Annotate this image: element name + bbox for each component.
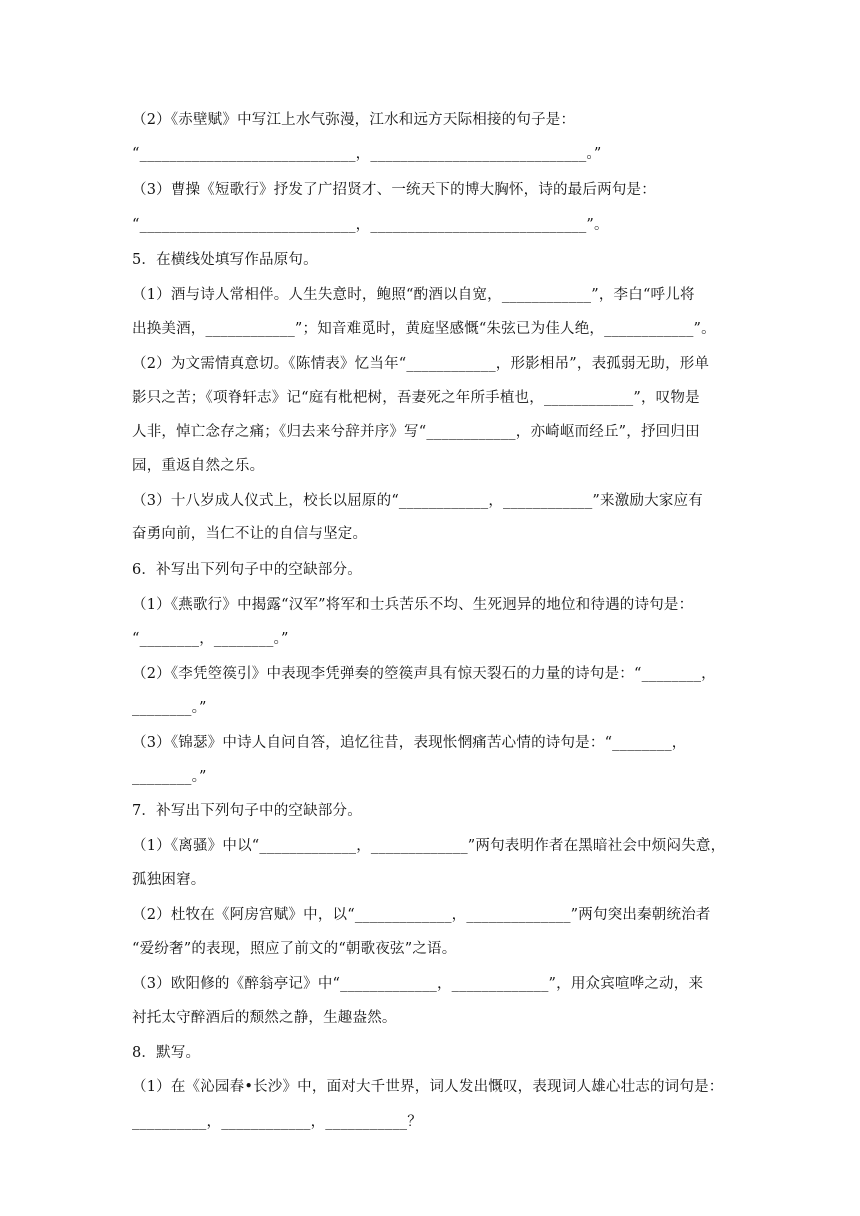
q6-heading: 6．补写出下列句子中的空缺部分。: [132, 562, 362, 578]
q6-3-answer-blank: ________。”: [132, 769, 207, 785]
q5-2-line-4: 园，重返自然之乐。: [132, 458, 265, 474]
q6-2-prompt: （2）《李凭箜篌引》中表现李凭弹奏的箜篌声具有惊天裂石的力量的诗句是：“________，: [132, 666, 716, 682]
q7-2-line-1: （2）杜牧在《阿房宫赋》中，以“_____________，______________”两句突出秦朝统治者: [132, 907, 711, 923]
q5-1-line-1: （1）酒与诗人常相伴。人生失意时，鲍照“酌酒以自宽，____________”，李白“呼儿将: [132, 287, 695, 303]
q5-2-line-3: 人非，悼亡念存之痛；《归去来兮辞并序》写“____________，亦崎岖而经丘”，抒回归田: [132, 424, 700, 440]
q6-3-prompt: （3）《锦瑟》中诗人自问自答，追忆往昔，表现怅惘痛苦心情的诗句是：“________，: [132, 735, 687, 751]
q5-1-line-2: 出换美酒，____________”；知音难觅时，黄庭坚感慨“朱弦已为佳人绝，____________”。: [132, 321, 716, 337]
q5-2-line-1: （2）为文需情真意切。《陈情表》忆当年“____________，形影相吊”，表孤弱无助，形单: [132, 356, 710, 372]
q8-1-answer-blank: __________，____________，___________？: [132, 1114, 422, 1130]
q5-2-line-2: 影只之苦；《项脊轩志》记“庭有枇杷树，吾妻死之年所手植也，____________”，叹物是: [132, 390, 700, 406]
q5-3-line-1: （3）十八岁成人仪式上，校长以屈原的“____________，____________”来激励大家应有: [132, 493, 703, 509]
q7-1-line-1: （1）《离骚》中以“_____________，_____________”两句表明作者在黑暗社会中烦闷失意，: [132, 838, 726, 854]
q7-3-line-2: 衬托太守醉酒后的颓然之静，生趣盎然。: [132, 1010, 397, 1026]
q4-2-prompt: （2）《赤壁赋》中写江上水气弥漫，江水和远方天际相接的句子是：: [132, 112, 576, 128]
q6-2-answer-blank: ________。”: [132, 700, 207, 716]
q7-heading: 7．补写出下列句子中的空缺部分。: [132, 803, 362, 819]
q5-heading: 5．在横线处填写作品原句。: [132, 252, 318, 268]
q8-heading: 8．默写。: [132, 1045, 201, 1061]
q6-1-prompt: （1）《燕歌行》中揭露“汉军”将军和士兵苦乐不均、生死迥异的地位和待遇的诗句是：: [132, 597, 694, 613]
q4-2-answer-blank: “_____________________________，_____________________________。”: [132, 146, 602, 162]
q8-1-prompt: （1）在《沁园春•长沙》中，面对大千世界，词人发出慨叹，表现词人雄心壮志的词句是：: [132, 1079, 724, 1095]
q4-3-prompt: （3）曹操《短歌行》抒发了广招贤才、一统天下的博大胸怀，诗的最后两句是：: [132, 182, 656, 198]
q6-1-answer-blank: “________，________。”: [132, 631, 289, 647]
q7-1-line-2: 孤独困窘。: [132, 872, 206, 888]
q7-2-line-2: “爱纷奢”的表现，照应了前文的“朝歌夜弦”之语。: [132, 941, 457, 957]
q4-3-answer-blank: “_____________________________，_____________________________”。: [132, 217, 609, 233]
q7-3-line-1: （3）欧阳修的《醉翁亭记》中“_____________，_____________”，用众宾喧哗之动，来: [132, 976, 704, 992]
q5-3-line-2: 奋勇向前，当仁不让的自信与坚定。: [132, 526, 368, 542]
